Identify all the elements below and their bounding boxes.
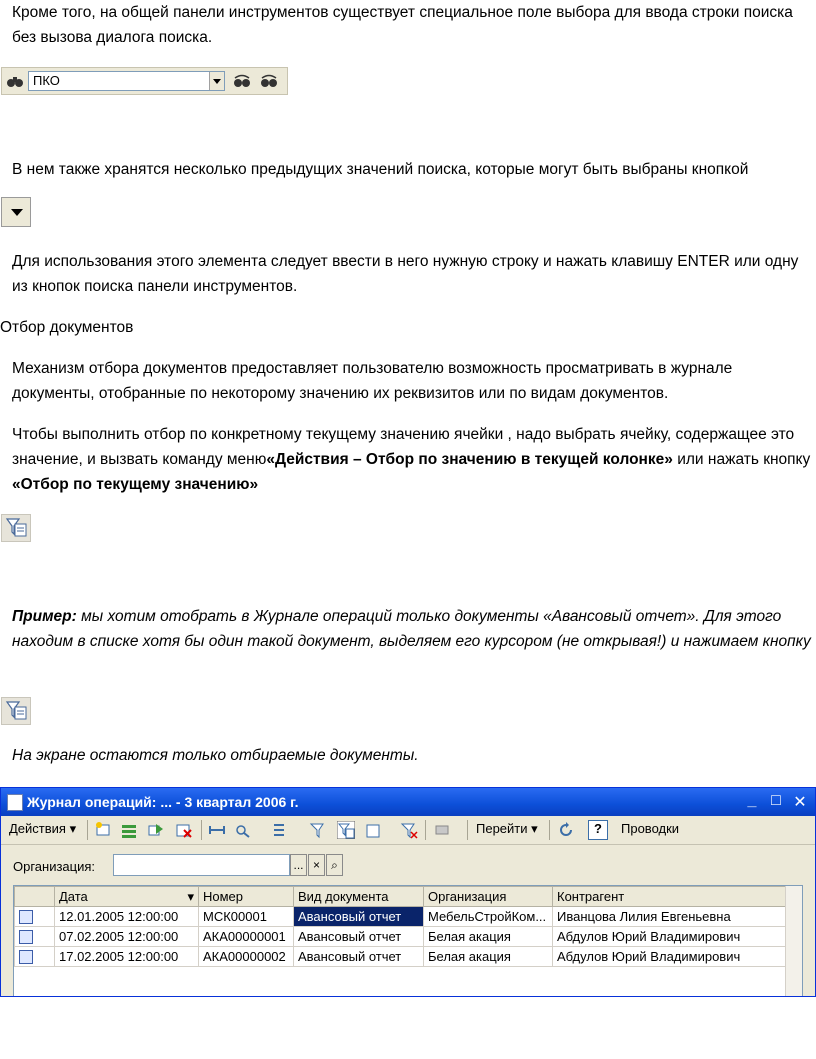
table-header-row [15, 887, 786, 907]
doc-type-cell[interactable]: Авансовый отчет [294, 907, 424, 927]
find-previous-icon[interactable] [233, 74, 251, 88]
column-header-number[interactable]: Номер [199, 887, 294, 907]
contractor-cell[interactable]: Иванцова Лилия Евгеньевна [553, 907, 786, 927]
document-icon [19, 910, 33, 924]
organization-select-button[interactable]: ... [290, 854, 307, 876]
close-button[interactable]: ✕ [793, 794, 807, 811]
number-cell[interactable]: МСК00001 [199, 907, 294, 927]
text-run: мы хотим отобрать в Журнале операций только документы «Авансовый отчет». Для этого находим в списке хотя бы один такой документ, выделяем его курсором (не открывая!) и нажимаем кнопку [12, 608, 811, 650]
paragraph-usage: Для использования этого элемента следует ввести в него нужную строку и нажать клавишу ENTER или одну из кнопок поиска панели инструментов. [12, 253, 799, 295]
menu-command-text: «Действия – Отбор по значению в текущей колонке» [266, 451, 673, 468]
organization-input[interactable] [113, 854, 290, 876]
delete-mark-icon[interactable] [175, 821, 193, 839]
text-run: Чтобы выполнить отбор по конкретному текущему значению ячейки , надо выбрать ячейку, содержащее это значение, и вызвать команду меню [12, 426, 795, 468]
journal-window [0, 787, 816, 997]
binoculars-icon [6, 74, 24, 88]
filter-icon [2, 515, 30, 541]
paragraph-filter-mechanism: Механизм отбора документов предоставляет пользователю возможность просматривать в журнале документы, отобранные по некоторому значению их реквизитов или по видам документов. [12, 360, 733, 402]
document-icon [19, 950, 33, 964]
filter-by-value-icon[interactable] [337, 821, 355, 839]
column-header-date[interactable] [55, 887, 199, 907]
toolbar-separator [549, 820, 550, 840]
column-header-contractor[interactable]: Контрагент [553, 887, 786, 907]
paragraph-result: На экране остаются только отбираемые документы. [12, 747, 419, 764]
toolbar-separator [467, 820, 468, 840]
organization-cell[interactable]: Белая акация [424, 947, 553, 967]
minimize-button[interactable]: _ [747, 792, 757, 809]
documents-table [13, 885, 803, 997]
organization-search-button[interactable]: ⌕ [326, 854, 343, 876]
text-run: или нажать кнопку [672, 451, 811, 468]
column-header-icon [15, 887, 55, 907]
row-icon-cell [15, 907, 55, 927]
find-next-icon[interactable] [260, 74, 278, 88]
journal-icon [7, 794, 23, 811]
copy-icon[interactable] [147, 821, 165, 839]
doc-type-cell[interactable]: Авансовый отчет [294, 927, 424, 947]
organization-cell[interactable]: Белая акация [424, 927, 553, 947]
journal-toolbar [1, 816, 815, 845]
postings-button[interactable]: Проводки [621, 821, 680, 836]
toolbar-separator [425, 820, 426, 840]
doc-type-cell[interactable]: Авансовый отчет [294, 947, 424, 967]
toolbar-separator [201, 820, 202, 840]
actions-label: Действия [9, 821, 66, 836]
paragraph-example [0, 604, 816, 654]
help-button[interactable]: ? [588, 820, 608, 840]
date-cell[interactable]: 17.02.2005 12:00:00 [55, 947, 199, 967]
actions-menu-button[interactable]: Действия ▾ [9, 821, 77, 836]
print-icon[interactable] [433, 821, 451, 839]
section-heading: Отбор документов [0, 319, 134, 336]
number-cell[interactable]: АКА00000001 [199, 927, 294, 947]
paragraph-search-field-intro: Кроме того, на общей панели инструментов существует специальное поле выбора для ввода строки поиска без вызова диалога поиска. [12, 4, 793, 46]
interval-icon[interactable] [208, 821, 226, 839]
search-toolbar-image [1, 67, 288, 95]
organization-label: Организация: [13, 859, 96, 874]
filter-history-icon[interactable] [365, 821, 383, 839]
search-combo-value: ПКО [33, 73, 60, 88]
disable-filter-icon[interactable] [400, 821, 418, 839]
date-cell[interactable]: 07.02.2005 12:00:00 [55, 927, 199, 947]
column-label: Дата [59, 888, 88, 904]
document-icon [19, 930, 33, 944]
contractor-cell[interactable]: Абдулов Юрий Владимирович [553, 927, 786, 947]
sort-icon[interactable] [271, 821, 289, 839]
refresh-icon[interactable] [557, 821, 575, 839]
column-header-doc-type[interactable]: Вид документа [294, 887, 424, 907]
button-name-text: «Отбор по текущему значению» [12, 476, 259, 493]
find-icon[interactable] [234, 821, 252, 839]
example-label: Пример: [12, 608, 77, 625]
search-combo-dropdown-button[interactable] [209, 72, 224, 90]
filter-by-value-button-image [1, 697, 31, 725]
number-cell[interactable]: АКА00000002 [199, 947, 294, 967]
chevron-down-icon [213, 79, 221, 84]
filter-by-value-button-image [1, 514, 31, 542]
filter-icon [2, 698, 30, 724]
add-group-icon[interactable] [120, 821, 138, 839]
organization-cell[interactable]: МебельСтройКом... [424, 907, 553, 927]
table-row[interactable] [15, 947, 786, 967]
vertical-scrollbar[interactable] [785, 886, 802, 997]
paragraph-history: В нем также хранятся несколько предыдущих значений поиска, которые могут быть выбраны кнопкой [12, 161, 749, 178]
table-row[interactable] [15, 927, 786, 947]
filter-settings-icon[interactable] [309, 821, 327, 839]
chevron-down-icon [11, 209, 23, 216]
goto-menu-button[interactable]: Перейти ▾ [476, 821, 538, 836]
contractor-cell[interactable]: Абдулов Юрий Владимирович [553, 947, 786, 967]
sort-arrow-icon: ▾ [187, 888, 194, 904]
maximize-button[interactable]: □ [771, 792, 781, 809]
window-title: Журнал операций: ... - 3 квартал 2006 г. [27, 794, 299, 810]
date-cell[interactable]: 12.01.2005 12:00:00 [55, 907, 199, 927]
add-icon[interactable] [94, 821, 112, 839]
column-header-organization[interactable]: Организация [424, 887, 553, 907]
goto-label: Перейти [476, 821, 528, 836]
toolbar-separator [87, 820, 88, 840]
organization-clear-button[interactable]: × [308, 854, 325, 876]
paragraph-filter-instructions [0, 422, 816, 497]
row-icon-cell [15, 947, 55, 967]
search-combo[interactable] [28, 71, 225, 91]
table-row[interactable] [15, 907, 786, 927]
row-icon-cell [15, 927, 55, 947]
window-titlebar [1, 788, 815, 816]
dropdown-button-image [1, 197, 31, 227]
